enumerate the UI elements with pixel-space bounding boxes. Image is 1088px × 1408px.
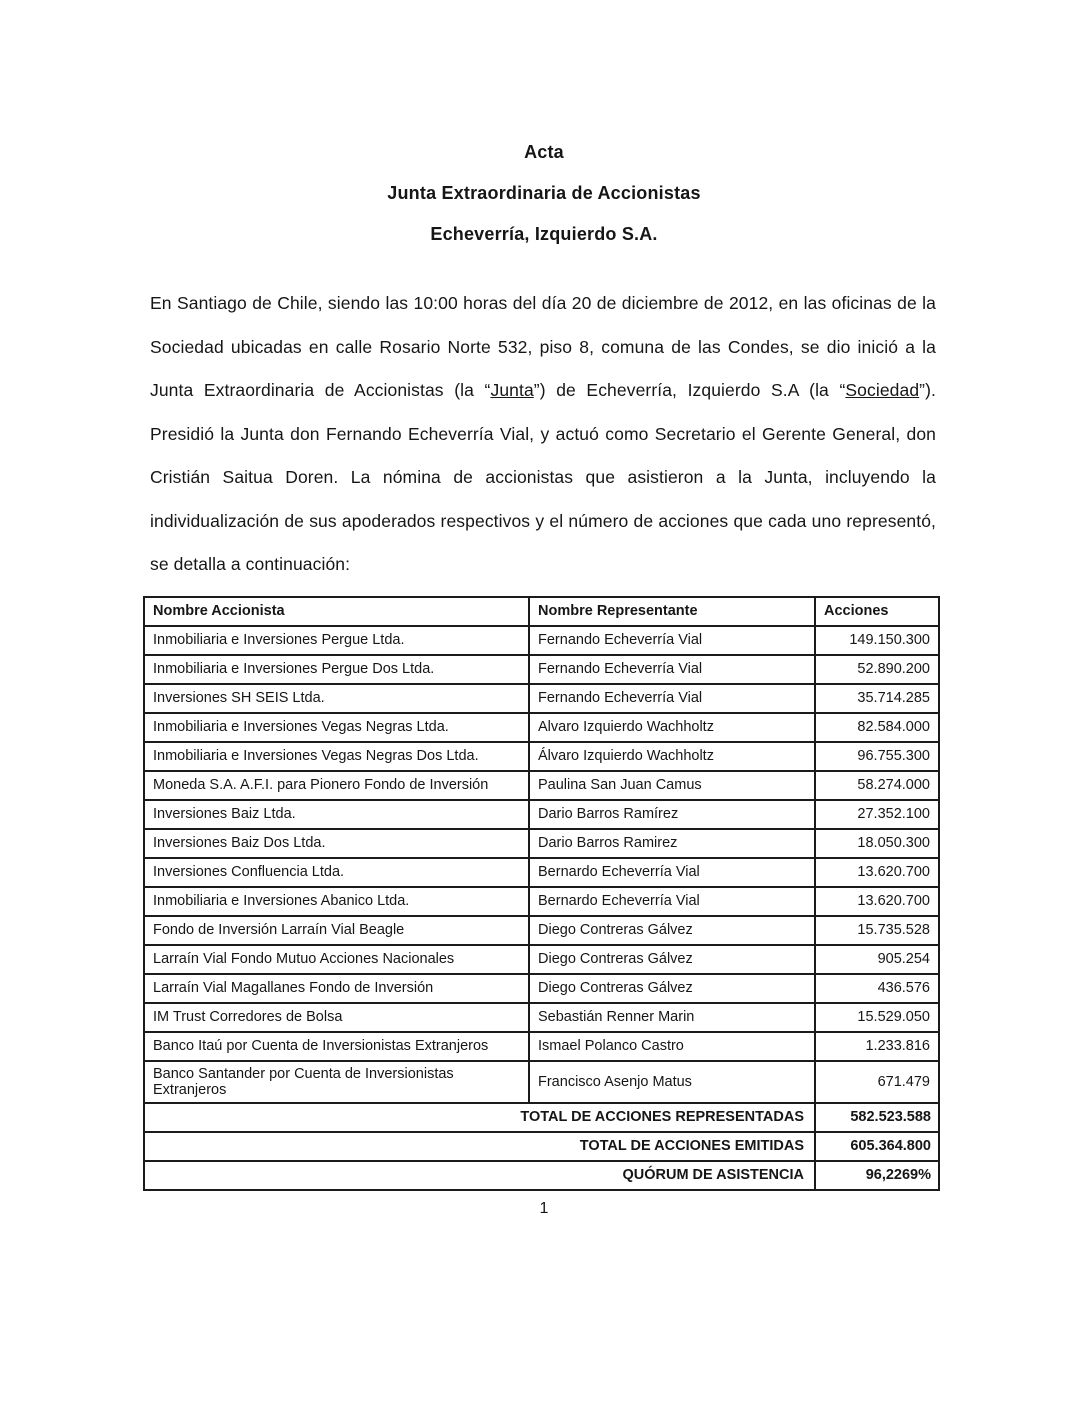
cell-representante: Dario Barros Ramírez — [529, 800, 815, 829]
cell-accionista: Moneda S.A. A.F.I. para Pionero Fondo de Inversión — [144, 771, 529, 800]
cell-representante: Fernando Echeverría Vial — [529, 626, 815, 655]
cell-representante: Diego Contreras Gálvez — [529, 945, 815, 974]
cell-acciones: 35.714.285 — [815, 684, 939, 713]
cell-accionista: Larraín Vial Fondo Mutuo Acciones Nacionales — [144, 945, 529, 974]
cell-representante: Diego Contreras Gálvez — [529, 916, 815, 945]
cell-acciones: 96.755.300 — [815, 742, 939, 771]
cell-representante: Paulina San Juan Camus — [529, 771, 815, 800]
cell-representante: Alvaro Izquierdo Wachholtz — [529, 713, 815, 742]
total-value: 96,2269% — [815, 1161, 939, 1190]
cell-representante: Bernardo Echeverría Vial — [529, 887, 815, 916]
doc-title-company: Echeverría, Izquierdo S.A. — [430, 224, 658, 244]
cell-accionista: Inmobiliaria e Inversiones Vegas Negras Dos Ltda. — [144, 742, 529, 771]
cell-acciones: 13.620.700 — [815, 858, 939, 887]
intro-paragraph — [150, 282, 936, 587]
cell-representante: Álvaro Izquierdo Wachholtz — [529, 742, 815, 771]
shareholders-table — [143, 596, 940, 1191]
table-row — [144, 945, 939, 974]
table-row — [144, 800, 939, 829]
cell-acciones: 436.576 — [815, 974, 939, 1003]
cell-representante: Sebastián Renner Marin — [529, 1003, 815, 1032]
table-row — [144, 742, 939, 771]
cell-acciones: 671.479 — [815, 1061, 939, 1103]
table-row — [144, 974, 939, 1003]
page-number: 1 — [539, 1199, 549, 1217]
paragraph-segment: ”) de Echeverría, Izquierdo S.A (la “ — [533, 380, 846, 400]
cell-representante: Bernardo Echeverría Vial — [529, 858, 815, 887]
cell-acciones: 58.274.000 — [815, 771, 939, 800]
total-row — [144, 1103, 939, 1132]
total-label: TOTAL DE ACCIONES REPRESENTADAS — [144, 1103, 815, 1132]
total-row — [144, 1161, 939, 1190]
cell-accionista: Banco Itaú por Cuenta de Inversionistas Extranjeros — [144, 1032, 529, 1061]
cell-acciones: 1.233.816 — [815, 1032, 939, 1061]
cell-acciones: 149.150.300 — [815, 626, 939, 655]
cell-acciones: 27.352.100 — [815, 800, 939, 829]
table-row — [144, 684, 939, 713]
defined-term-sociedad: Sociedad — [845, 380, 920, 400]
paragraph-segment: ”). Presidió la Junta don Fernando Echeverría Vial, y actuó como Secretario el Gerente General, don Cristián Saitua Doren. La nómina de accionistas que asistieron a la Junta, incluyendo la individualización de sus apoderados respectivos y el número de acciones que cada uno representó, se detalla a continuación: — [150, 380, 936, 574]
table-row — [144, 887, 939, 916]
table-row — [144, 1061, 939, 1103]
header-nombre-representante: Nombre Representante — [529, 597, 815, 626]
cell-representante: Ismael Polanco Castro — [529, 1032, 815, 1061]
doc-title-acta: Acta — [524, 142, 564, 162]
cell-acciones: 15.735.528 — [815, 916, 939, 945]
table-row — [144, 916, 939, 945]
header-nombre-accionista: Nombre Accionista — [144, 597, 529, 626]
cell-representante: Dario Barros Ramirez — [529, 829, 815, 858]
cell-acciones: 18.050.300 — [815, 829, 939, 858]
shareholders-table-totals — [144, 1103, 939, 1190]
cell-accionista: Inmobiliaria e Inversiones Abanico Ltda. — [144, 887, 529, 916]
cell-accionista: Inmobiliaria e Inversiones Pergue Ltda. — [144, 626, 529, 655]
cell-acciones: 905.254 — [815, 945, 939, 974]
table-row — [144, 655, 939, 684]
cell-accionista: Inversiones SH SEIS Ltda. — [144, 684, 529, 713]
cell-acciones: 15.529.050 — [815, 1003, 939, 1032]
cell-representante: Francisco Asenjo Matus — [529, 1061, 815, 1103]
table-row — [144, 858, 939, 887]
cell-representante: Fernando Echeverría Vial — [529, 655, 815, 684]
cell-accionista: Larraín Vial Magallanes Fondo de Inversión — [144, 974, 529, 1003]
cell-accionista: Inversiones Baiz Dos Ltda. — [144, 829, 529, 858]
cell-accionista: Fondo de Inversión Larraín Vial Beagle — [144, 916, 529, 945]
cell-accionista: Inversiones Confluencia Ltda. — [144, 858, 529, 887]
table-row — [144, 713, 939, 742]
table-row — [144, 771, 939, 800]
total-row — [144, 1132, 939, 1161]
cell-representante: Diego Contreras Gálvez — [529, 974, 815, 1003]
cell-acciones: 13.620.700 — [815, 887, 939, 916]
header-acciones: Acciones — [815, 597, 939, 626]
table-row — [144, 626, 939, 655]
table-row — [144, 829, 939, 858]
table-row — [144, 1032, 939, 1061]
shareholders-table-body — [144, 626, 939, 1103]
cell-acciones: 82.584.000 — [815, 713, 939, 742]
cell-accionista: Inversiones Baiz Ltda. — [144, 800, 529, 829]
paragraph-segment: En Santiago de Chile, siendo las 10:00 horas del día 20 de diciembre de 2012, en las oficinas de la Sociedad ubicadas en calle Rosario Norte 532, piso 8, comuna de las Condes, se dio inició a la Junta Extraordinaria de Accionistas (la “ — [150, 293, 936, 400]
cell-accionista: Banco Santander por Cuenta de Inversionistas Extranjeros — [144, 1061, 529, 1103]
total-value: 605.364.800 — [815, 1132, 939, 1161]
table-header-row — [144, 597, 939, 626]
cell-representante: Fernando Echeverría Vial — [529, 684, 815, 713]
cell-accionista: Inmobiliaria e Inversiones Vegas Negras Ltda. — [144, 713, 529, 742]
table-row — [144, 1003, 939, 1032]
document-title-block — [0, 0, 1088, 244]
total-label: TOTAL DE ACCIONES EMITIDAS — [144, 1132, 815, 1161]
total-label: QUÓRUM DE ASISTENCIA — [144, 1161, 815, 1190]
total-value: 582.523.588 — [815, 1103, 939, 1132]
cell-accionista: Inmobiliaria e Inversiones Pergue Dos Ltda. — [144, 655, 529, 684]
cell-acciones: 52.890.200 — [815, 655, 939, 684]
cell-accionista: IM Trust Corredores de Bolsa — [144, 1003, 529, 1032]
defined-term-junta: Junta — [490, 380, 534, 400]
doc-title-junta: Junta Extraordinaria de Accionistas — [387, 183, 701, 203]
